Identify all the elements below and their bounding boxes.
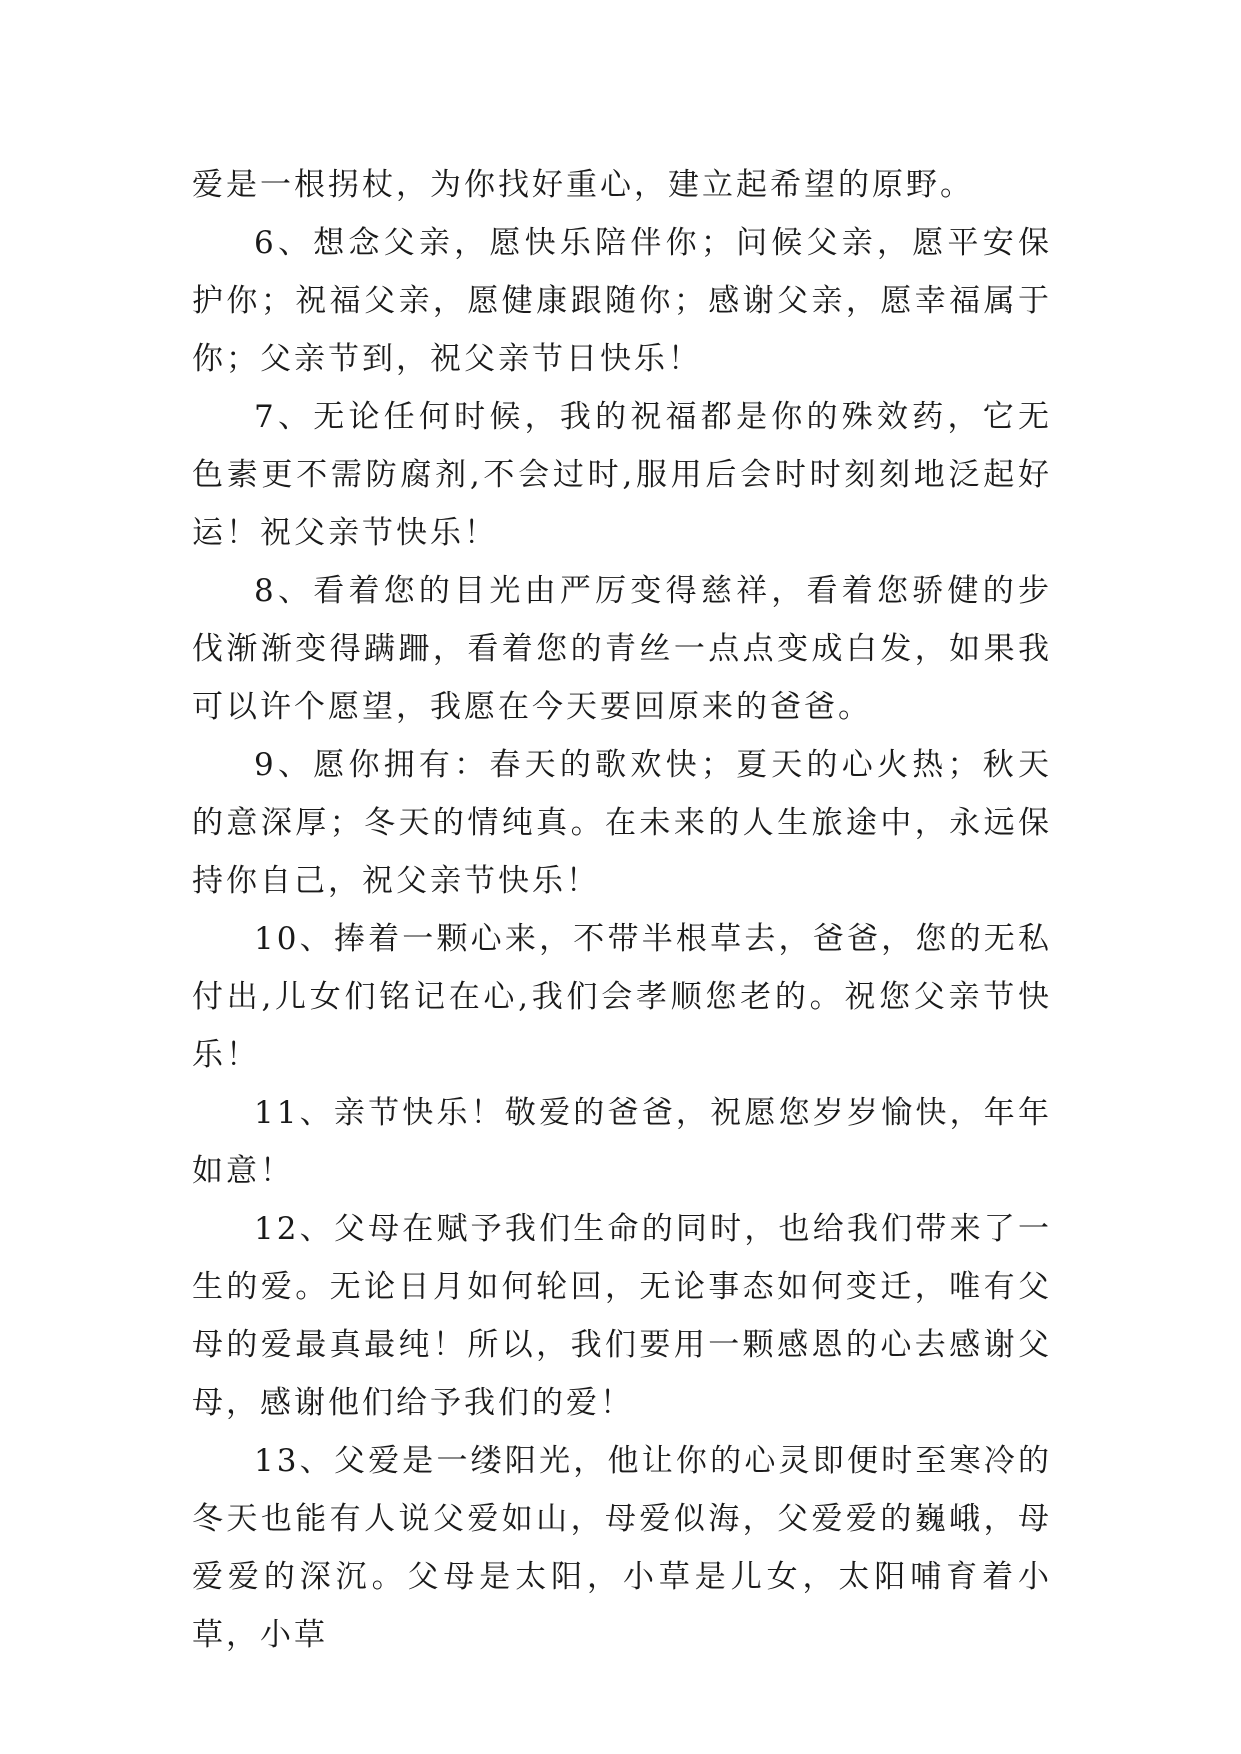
paragraph-9: 9、愿你拥有：春天的歌欢快；夏天的心火热；秋天的意深厚；冬天的情纯真。在未来的人生旅途中，永远保持你自己，祝父亲节快乐！ [192,747,1052,899]
paragraph-12: 12、父母在赋予我们生命的同时，也给我们带来了一生的爱。无论日月如何轮回，无论事态如何变迁，唯有父母的爱最真最纯！所以，我们要用一颗感恩的心去感谢父母，感谢他们给予我们的爱！ [192,1211,1052,1421]
paragraph-0: 爱是一根拐杖，为你找好重心，建立起希望的原野。 [192,167,974,203]
document-body [192,156,1052,1664]
paragraph-8: 8、看着您的目光由严厉变得慈祥，看着您骄健的步伐渐渐变得蹒跚，看着您的青丝一点点变成白发，如果我可以许个愿望，我愿在今天要回原来的爸爸。 [192,573,1052,725]
paragraph-11: 11、亲节快乐！敬爱的爸爸，祝愿您岁岁愉快，年年如意！ [192,1095,1052,1189]
paragraph-7: 7、无论任何时候，我的祝福都是你的殊效药，它无色素更不需防腐剂,不会过时,服用后会时时刻刻地泛起好运！祝父亲节快乐！ [192,399,1052,551]
paragraph-10: 10、捧着一颗心来，不带半根草去，爸爸，您的无私付出,儿女们铭记在心,我们会孝顺您老的。祝您父亲节快乐！ [192,921,1052,1073]
paragraph-6: 6、想念父亲，愿快乐陪伴你；问候父亲，愿平安保护你；祝福父亲，愿健康跟随你；感谢父亲，愿幸福属于你；父亲节到，祝父亲节日快乐！ [192,225,1052,377]
paragraph-13: 13、父爱是一缕阳光，他让你的心灵即便时至寒冷的冬天也能有人说父爱如山，母爱似海，父爱爱的巍峨，母爱爱的深沉。父母是太阳，小草是儿女，太阳哺育着小草，小草 [192,1443,1052,1653]
